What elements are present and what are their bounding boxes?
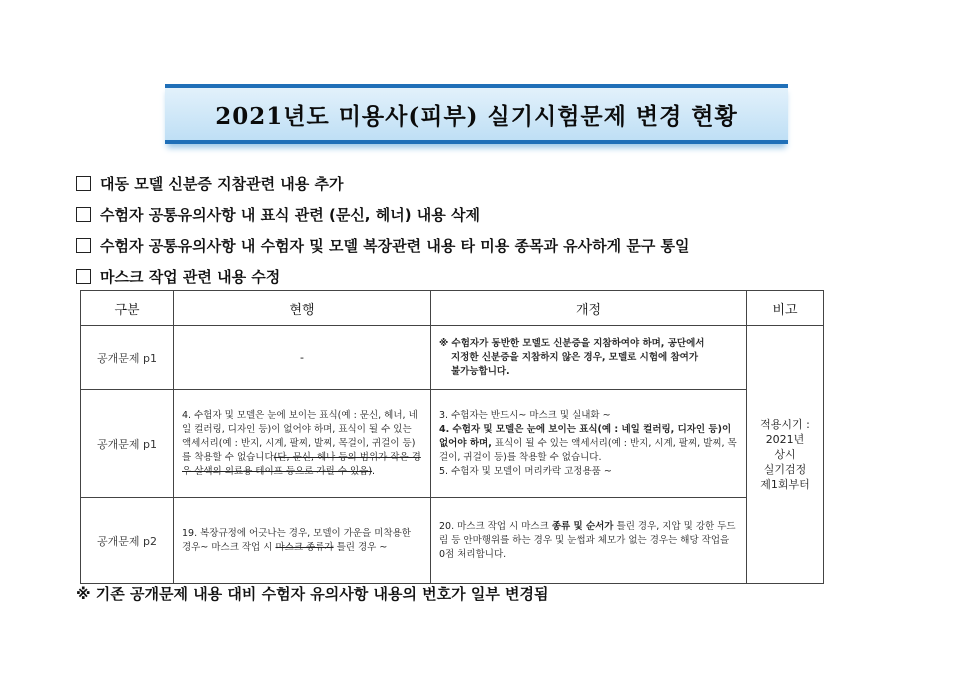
revised-line — [439, 423, 738, 465]
header-revised: 개정 — [431, 291, 747, 326]
table-row — [81, 498, 824, 584]
remark-line: 실기검정 — [763, 463, 807, 476]
revised-bold-text: 4. 수험자 및 모델은 눈에 보이는 표식(예 : 네일 컬러링, 디자인 등)이 없어야 하며, — [439, 423, 732, 449]
list-item-text: 마스크 작업 관련 내용 수정 — [100, 268, 281, 286]
header-category: 구분 — [81, 291, 174, 326]
change-table — [80, 290, 824, 584]
row-category: 공개문제 p1 — [81, 390, 174, 498]
remark-cell — [747, 326, 824, 584]
checkbox-icon — [76, 238, 91, 253]
revised-line: ※ 수험자가 동반한 모델도 신분증을 지참하여야 하며, 공단에서 — [439, 337, 705, 349]
row-category: 공개문제 p2 — [81, 498, 174, 584]
current-text: 19. 복장규정에 어긋나는 경우, 모델이 가운을 미착용한 경우~ 마스크 작업 시 — [182, 527, 411, 553]
table-row — [81, 326, 824, 390]
current-text: 4. 수험자 및 모델은 눈에 보이는 표식(예 : 문신, 헤너, 네일 컬러링, 디자인 등)이 없어야 하며, 표식이 될 수 있는 액세서리(예 : 반지, 시계, 팔찌, 발찌, 목걸이, 귀걸이 등)를 착용할 수 없습니다 — [182, 409, 418, 463]
change-list — [76, 168, 690, 292]
list-item — [76, 230, 690, 261]
revised-line: 불가능합니다. — [451, 365, 510, 377]
table-row — [81, 390, 824, 498]
remark-line: 상시 — [774, 448, 796, 461]
current-text-end: 틀린 경우 ~ — [333, 541, 388, 553]
revised-line: 지정한 신분증을 지참하지 않은 경우, 모델로 시험에 참여가 — [451, 351, 699, 363]
row-current: - — [174, 326, 431, 390]
revised-text-end: 틀린 경우, 지압 및 강한 두드림 등 안마행위를 하는 경우 및 눈썹과 체모가 없는 경우는 해당 작업을 0점 처리합니다. — [439, 520, 736, 560]
list-item-text: 대동 모델 신분증 지참관련 내용 추가 — [100, 175, 344, 193]
header-current: 현행 — [174, 291, 431, 326]
row-revised — [431, 498, 747, 584]
revised-bold-text: 종류 및 순서가 — [551, 520, 614, 532]
row-category: 공개문제 p1 — [81, 326, 174, 390]
checkbox-icon — [76, 176, 91, 191]
header-remark: 비고 — [747, 291, 824, 326]
current-text-end: . — [372, 465, 376, 477]
revised-text: 표식이 될 수 있는 액세서리(예 : 반지, 시계, 팔찌, 발찌, 목걸이, 귀걸이 등)를 착용할 수 없습니다. — [439, 437, 737, 463]
list-item-text: 수험자 공통유의사항 내 표식 관련 (문신, 헤너) 내용 삭제 — [100, 206, 480, 224]
remark-line: 적용시기 : — [760, 418, 810, 431]
table-header-row — [81, 291, 824, 326]
row-revised — [431, 326, 747, 390]
remark-line: 제1회부터 — [760, 478, 810, 491]
page-title: 2021년도 미용사(피부) 실기시험문제 변경 현황 — [215, 102, 738, 130]
revised-text: 20. 마스크 작업 시 마스크 — [439, 520, 552, 532]
title-banner — [165, 84, 788, 144]
row-revised — [431, 390, 747, 498]
footnote: ※ 기존 공개문제 내용 대비 수험자 유의사항 내용의 번호가 일부 변경됨 — [76, 585, 549, 603]
list-item — [76, 168, 690, 199]
list-item — [76, 261, 690, 292]
list-item-text: 수험자 공통유의사항 내 수험자 및 모델 복장관련 내용 타 미용 종목과 유사하게 문구 통일 — [100, 237, 690, 255]
list-item — [76, 199, 690, 230]
revised-line: 3. 수험자는 반드시~ 마스크 및 실내화 ~ — [439, 409, 611, 421]
row-current — [174, 390, 431, 498]
checkbox-icon — [76, 269, 91, 284]
remark-line: 2021년 — [765, 433, 805, 446]
checkbox-icon — [76, 207, 91, 222]
row-current — [174, 498, 431, 584]
current-strike-text: (단, 문신, 헤나 등의 범위가 작은 경우 살색의 의료용 테이프 등으로 가릴 수 있음) — [182, 451, 421, 477]
current-strike-text: 마스크 종류가 — [275, 541, 334, 553]
revised-line: 5. 수험자 및 모델이 머리카락 고정용품 ~ — [439, 465, 612, 477]
